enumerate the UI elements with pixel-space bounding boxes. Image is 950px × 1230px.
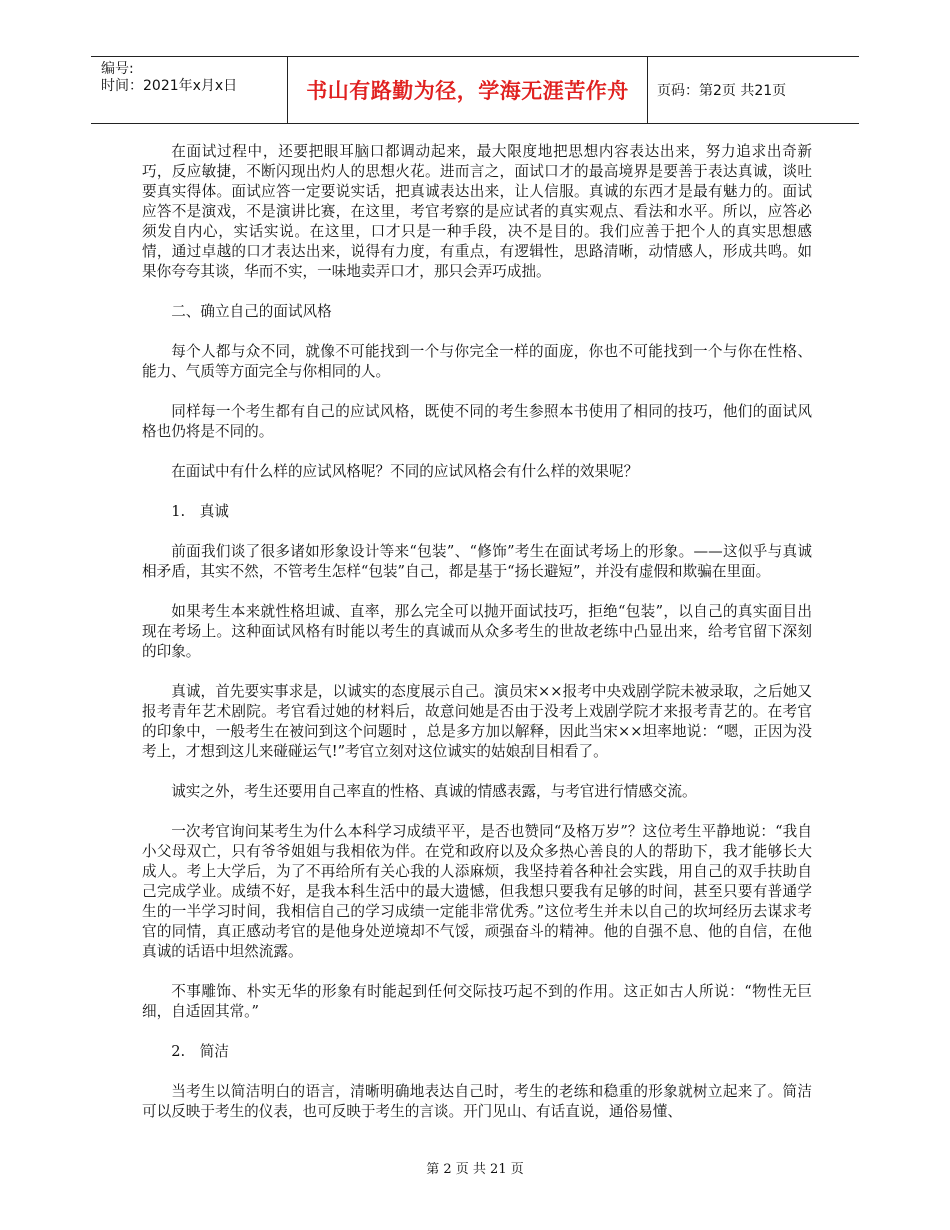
paragraph: 在面试中有什么样的应试风格呢？不同的应试风格会有什么样的效果呢？ [171, 463, 639, 480]
paragraph: 每个人都与众不同，就像不可能找到一个与你完全一样的面庞，你也不可能找到一个与你在性格、能力、气质等方面完全与你相同的人。 [142, 343, 812, 380]
subsection-heading: 1. 真诚 [171, 503, 229, 520]
section-heading: 二、确立自己的面试风格 [171, 303, 332, 320]
page-header [91, 56, 859, 124]
paragraph: 在面试过程中，还要把眼耳脑口都调动起来，最大限度地把思想内容表达出来，努力追求出奇新巧，反应敏捷，不断闪现出灼人的思想火花。进而言之，面试口才的最高境界是要善于表达真诚，谈吐要真实得体。面试应答一定要说实话，把真诚表达出来，让人信服。真诚的东西才是最有魅力的。面试应答不是演戏，不是演讲比赛，在这里，考官考察的是应试者的真实观点、看法和水平。所以，应答必须发自内心，实话实说。在这里，口才只是一种手段，决不是目的。我们应善于把个人的真实思想感情，通过卓越的口才表达出来，说得有力度，有重点，有逻辑性，思路清晰，动情感人，形成共鸣。如果你夸夸其谈，华而不实，一味地卖弄口才，那只会弄巧成拙。 [142, 143, 812, 280]
time-label: 时间：2021年x月x日 [101, 78, 238, 94]
paragraph: 诚实之外，考生还要用自己率直的性格、真诚的情感表露，与考官进行情感交流。 [171, 783, 697, 800]
header-page-info: 页码：第2页 共21页 [657, 83, 787, 99]
paragraph: 前面我们谈了很多诸如形象设计等来“包装”、“修饰”考生在面试考场上的形象。——这似乎与真诚相矛盾，其实不然，不管考生怎样“包装”自己，都是基于“扬长避短”，并没有虚假和欺骗在里面。 [142, 543, 812, 580]
header-divider [647, 57, 648, 123]
subsection-heading: 2. 简洁 [171, 1043, 229, 1060]
header-meta [101, 61, 237, 95]
paragraph: 真诚，首先要实事求是，以诚实的态度展示自己。演员宋××报考中央戏剧学院未被录取，之后她又报考青年艺术剧院。考官看过她的材料后，故意问她是否由于没考上戏剧学院才来报考青艺的。在考官的印象中，一般考生在被问到这个问题时 ，总是多方加以解释，因此当宋××坦率地说：“嗯，正因为没考上，才想到这儿来碰碰运气!”考官立刻对这位诚实的姑娘刮目相看了。 [142, 683, 812, 760]
document-body [142, 142, 812, 1142]
paragraph: 不事雕饰、朴实无华的形象有时能起到任何交际技巧起不到的作用。这正如古人所说：“物性无巨细，自适固其常。” [142, 983, 812, 1020]
paragraph: 同样每一个考生都有自己的应试风格，既使不同的考生参照本书使用了相同的技巧，他们的面试风格也仍将是不同的。 [142, 403, 812, 440]
number-label: 编号: [101, 61, 134, 77]
page-footer: 第 2 页 共 21 页 [426, 1162, 524, 1177]
paragraph: 如果考生本来就性格坦诚、直率，那么完全可以抛开面试技巧，拒绝“包装”，以自己的真实面目出现在考场上。这种面试风格有时能以考生的真诚而从众多考生的世故老练中凸显出来，给考官留下深刻的印象。 [142, 603, 812, 660]
paragraph: 一次考官询问某考生为什么本科学习成绩平平，是否也赞同“及格万岁”？这位考生平静地说：“我自小父母双亡，只有爷爷姐姐与我相依为伴。在党和政府以及众多热心善良的人的帮助下，我才能够长大成人。考上大学后，为了不再给所有关心我的人添麻烦，我坚持着各种社会实践，用自己的双手扶助自己完成学业。成绩不好，是我本科生活中的最大遗憾，但我想只要我有足够的时间，甚至只要有普通学生的一半学习时间，我相信自己的学习成绩一定能非常优秀。”这位考生并未以自己的坎坷经历去谋求考官的同情，真正感动考官的是他身处逆境却不气馁，顽强奋斗的精神。他的自强不息、他的自信，在他真诚的话语中坦然流露。 [142, 823, 812, 960]
header-motto: 书山有路勤为径，学海无涯苦作舟 [306, 79, 629, 103]
paragraph: 当考生以简洁明白的语言，清晰明确地表达自己时，考生的老练和稳重的形象就树立起来了。简洁可以反映于考生的仪表，也可反映于考生的言谈。开门见山、有话直说，通俗易懂、 [142, 1083, 812, 1120]
